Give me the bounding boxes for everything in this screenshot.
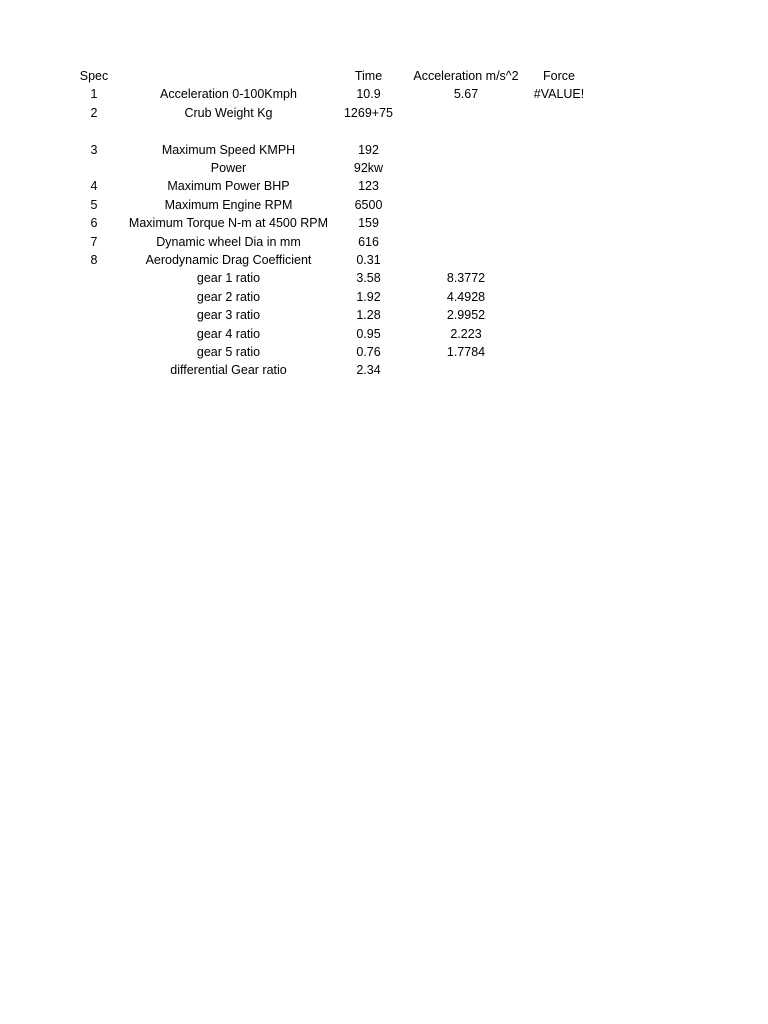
table-row [62,288,592,306]
force-cell [526,214,592,232]
acceleration-cell: 8.3772 [446,271,486,286]
force-cell [526,343,592,361]
description-cell: gear 1 ratio [196,271,261,286]
acceleration-cell [406,214,526,232]
time-cell: 2.34 [356,363,381,378]
acceleration-cell [406,122,526,140]
time-cell: 159 [358,216,379,231]
spec-table [62,67,592,380]
acceleration-cell [406,251,526,269]
table-row [62,196,592,214]
table-row [62,343,592,361]
description-cell: Maximum Power BHP [167,179,290,194]
force-cell: #VALUE! [533,87,585,102]
spec-cell [62,122,126,140]
time-cell: 1269+75 [343,105,393,120]
spec-cell [62,361,126,379]
table-row [62,214,592,232]
spec-cell: 2 [90,105,98,120]
table-row [62,85,592,103]
spec-cell: 3 [90,142,98,157]
spec-cell [62,343,126,361]
description-cell: differential Gear ratio [170,363,287,378]
header-acceleration: Acceleration m/s^2 [413,69,519,83]
time-cell: 6500 [354,197,383,212]
description-cell: gear 2 ratio [196,289,261,304]
time-cell: 0.95 [356,326,381,341]
spec-cell [62,325,126,343]
time-cell: 3.58 [356,271,381,286]
table-row [62,141,592,159]
force-cell [526,325,592,343]
header-force: Force [543,69,575,83]
spec-cell: 4 [90,179,98,194]
description-cell: Power [210,161,247,176]
table-row [62,361,592,379]
force-cell [526,177,592,195]
acceleration-cell: 1.7784 [446,345,486,360]
force-cell [526,269,592,287]
header-description [126,67,331,85]
header-spec: Spec [79,69,109,83]
force-cell [526,233,592,251]
acceleration-cell: 5.67 [453,87,479,102]
spec-cell [62,159,126,177]
table-row [62,306,592,324]
time-cell: 192 [358,142,379,157]
acceleration-cell [406,104,526,122]
spec-cell [62,269,126,287]
acceleration-cell [406,177,526,195]
description-cell: Maximum Engine RPM [164,197,293,212]
time-cell: 1.28 [356,308,381,323]
acceleration-cell [406,141,526,159]
time-cell: 92kw [353,161,384,176]
time-cell: 10.9 [356,87,381,102]
table-row [62,104,592,122]
description-cell: Dynamic wheel Dia in mm [156,234,301,249]
time-cell: 123 [358,179,379,194]
force-cell [526,361,592,379]
header-row [62,67,592,85]
description-cell: Maximum Torque N-m at 4500 RPM [128,216,329,231]
description-cell [126,122,331,140]
header-time: Time [354,69,383,83]
time-cell [331,122,406,140]
empty-row [62,122,592,140]
acceleration-cell: 4.4928 [446,289,486,304]
table-row [62,177,592,195]
acceleration-cell: 2.9952 [446,308,486,323]
table-row [62,269,592,287]
spec-cell [62,288,126,306]
acceleration-cell [406,159,526,177]
description-cell: gear 4 ratio [196,326,261,341]
force-cell [526,104,592,122]
spec-cell: 1 [90,87,98,102]
spec-cell: 7 [90,234,98,249]
spec-cell: 8 [90,253,98,268]
description-cell: gear 3 ratio [196,308,261,323]
description-cell: Acceleration 0-100Kmph [160,87,297,102]
acceleration-cell [406,361,526,379]
spec-cell: 5 [90,197,98,212]
description-cell: Crub Weight Kg [184,105,273,120]
time-cell: 1.92 [356,289,381,304]
table-row [62,159,592,177]
spec-cell: 6 [90,216,98,231]
acceleration-cell: 2.223 [450,326,482,341]
force-cell [526,122,592,140]
time-cell: 616 [358,234,379,249]
force-cell [526,159,592,177]
acceleration-cell [406,233,526,251]
force-cell [526,251,592,269]
force-cell [526,196,592,214]
force-cell [526,306,592,324]
force-cell [526,141,592,159]
description-cell: Aerodynamic Drag Coefficient [145,253,312,268]
acceleration-cell [406,196,526,214]
force-cell [526,288,592,306]
description-cell: gear 5 ratio [196,345,261,360]
time-cell: 0.31 [356,253,381,268]
description-cell: Maximum Speed KMPH [161,142,296,157]
table-row [62,233,592,251]
table-row [62,251,592,269]
table-row [62,325,592,343]
time-cell: 0.76 [356,345,381,360]
spec-cell [62,306,126,324]
